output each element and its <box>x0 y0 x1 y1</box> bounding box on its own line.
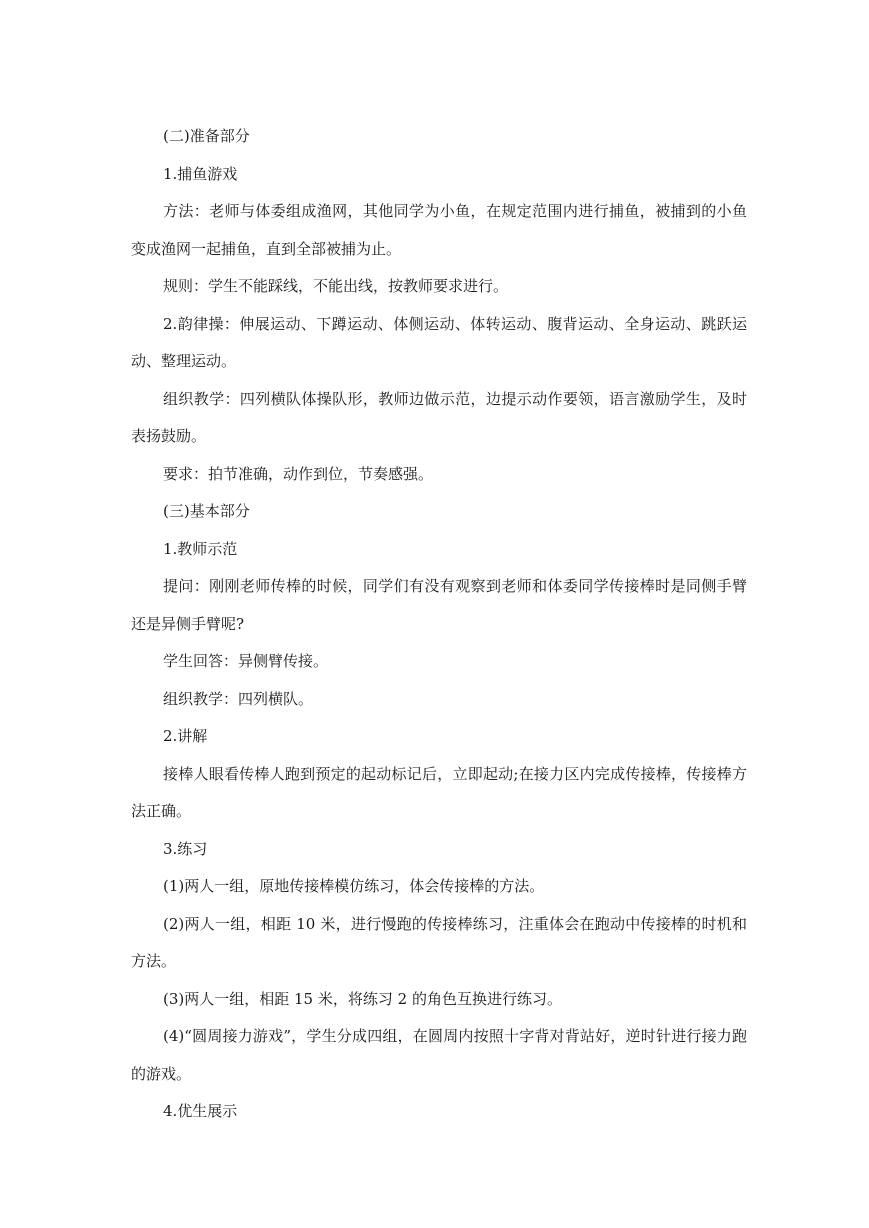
item-practice: 3.练习 <box>163 839 208 858</box>
item-explanation: 2.讲解 <box>163 727 208 745</box>
section-heading-basic: (三)基本部分 <box>163 502 250 520</box>
item-top-student-showcase: 4.优生展示 <box>163 1102 238 1120</box>
paragraph-organization: 组织教学：四列横队体操队形，教师边做示范，边提示动作要领，语言激励学生，及时表扬鼓励。 <box>131 389 747 445</box>
practice-step-2: (2)两人一组，相距 10 米，进行慢跑的传接棒练习，注重体会在跑动中传接棒的时机和方法。 <box>131 914 747 970</box>
paragraph-student-answer: 学生回答：异侧臂传接。 <box>163 652 329 670</box>
section-heading-preparation: (二)准备部分 <box>163 127 250 145</box>
item-fishing-game: 1.捕鱼游戏 <box>163 164 238 183</box>
document-body <box>131 118 747 1131</box>
paragraph-method: 方法：老师与体委组成渔网，其他同学为小鱼，在规定范围内进行捕鱼，被捕到的小鱼变成渔网一起捕鱼，直到全部被捕为止。 <box>131 202 747 258</box>
practice-step-3: (3)两人一组，相距 15 米，将练习 2 的角色互换进行练习。 <box>163 989 562 1008</box>
item-rhythmic-exercise: 2.韵律操：伸展运动、下蹲运动、体侧运动、体转运动、腹背运动、全身运动、跳跃运动、整理运动。 <box>131 314 747 370</box>
paragraph-baton-explanation: 接棒人眼看传棒人跑到预定的起动标记后，立即起动;在接力区内完成传接棒，传接棒方法正确。 <box>131 764 747 820</box>
paragraph-organization-rows: 组织教学：四列横队。 <box>163 689 314 708</box>
item-teacher-demo: 1.教师示范 <box>163 539 238 558</box>
practice-step-1: (1)两人一组，原地传接棒模仿练习，体会传接棒的方法。 <box>163 877 545 895</box>
practice-step-4: (4)“圆周接力游戏”，学生分成四组，在圆周内按照十字背对背站好，逆时针进行接力跑的游戏。 <box>131 1027 747 1083</box>
paragraph-rules: 规则：学生不能踩线，不能出线，按教师要求进行。 <box>163 277 509 295</box>
paragraph-requirements: 要求：拍节准确，动作到位，节奏感强。 <box>163 464 434 483</box>
paragraph-question: 提问：刚刚老师传棒的时候，同学们有没有观察到老师和体委同学传接棒时是同侧手臂还是异侧手臂呢? <box>131 577 747 633</box>
